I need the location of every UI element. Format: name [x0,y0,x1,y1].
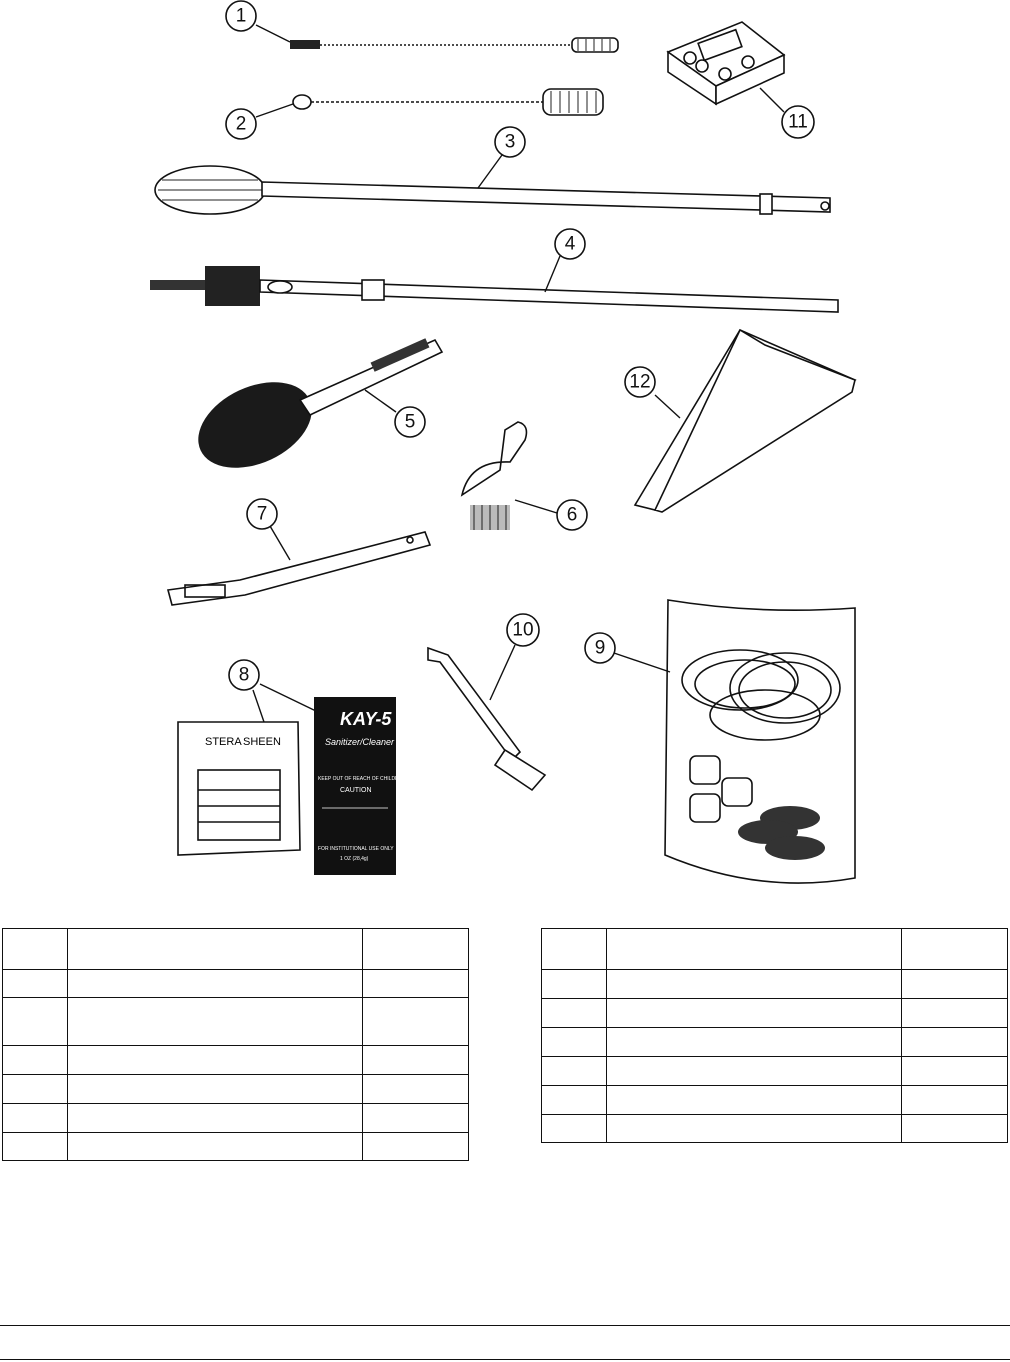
table-cell [68,1075,363,1104]
table-cell [68,1104,363,1133]
table-row [542,1115,1008,1143]
table-row [3,1046,469,1075]
table-row [542,1028,1008,1057]
table-cell [542,999,607,1028]
footer-rule-bottom [0,1359,1010,1360]
callout-8 [229,660,318,722]
table-cell [542,1057,607,1086]
part-9-seal-kit [665,600,855,883]
table-cell [68,1133,363,1161]
svg-text:1 OZ (28,4g): 1 OZ (28,4g) [340,856,369,862]
svg-text:STERA: STERA [205,736,242,748]
svg-text:4: 4 [564,233,576,255]
table-cell [3,1075,68,1104]
part-3-long-brush [155,166,830,214]
part-7-spatula-tool [168,532,430,605]
table-cell [3,1133,68,1161]
callout-10 [490,614,539,700]
table-cell [3,1046,68,1075]
table-cell [607,999,902,1028]
table-cell [3,929,68,970]
svg-text:11: 11 [788,111,808,133]
callout-11 [760,88,814,138]
svg-text:6: 6 [566,504,578,526]
table-cell [3,1104,68,1133]
table-cell [902,1057,1008,1086]
svg-text:KEEP OUT OF REACH OF CHILDREN: KEEP OUT OF REACH OF CHILDREN [318,776,406,782]
svg-text:KAY-5: KAY-5 [340,709,392,729]
callout-2 [226,104,293,139]
table-cell [607,929,902,970]
part-2-loop-brush [293,89,603,115]
svg-text:2: 2 [235,113,247,135]
callout-6 [515,500,587,530]
table-cell [607,1086,902,1115]
table-cell [68,998,363,1046]
table-cell [607,970,902,999]
table-header-row [542,929,1008,970]
table-cell [363,998,469,1046]
svg-text:SHEEN: SHEEN [243,736,281,748]
table-cell [363,929,469,970]
table-cell [542,929,607,970]
table-row [542,999,1008,1028]
table-cell [3,970,68,998]
svg-text:7: 7 [256,503,268,525]
table-cell [902,1086,1008,1115]
table-cell [607,1057,902,1086]
table-cell [902,970,1008,999]
table-cell [902,999,1008,1028]
callout-1 [226,1,290,42]
footer-rule-top [0,1325,1010,1326]
table-cell [542,1086,607,1115]
part-12-scoop [635,330,855,512]
parts-table-left [2,928,469,1161]
callout-7 [247,499,290,560]
svg-text:9: 9 [594,637,606,659]
svg-text:8: 8 [238,664,250,686]
callout-5 [365,390,425,437]
table-cell [68,929,363,970]
table-row [3,970,469,998]
table-cell [363,1046,469,1075]
table-cell [902,1115,1008,1143]
table-row [3,1075,469,1104]
table-row [3,1133,469,1161]
table-cell [902,929,1008,970]
table-cell [542,970,607,999]
table-row [3,998,469,1046]
table-cell [607,1028,902,1057]
svg-text:1: 1 [235,5,247,27]
table-cell [607,1115,902,1143]
part-11-timer [668,22,784,104]
callout-9 [585,633,670,672]
svg-text:CAUTION: CAUTION [340,787,372,794]
svg-text:FOR INSTITUTIONAL USE ONLY: FOR INSTITUTIONAL USE ONLY [318,846,394,852]
table-row [542,970,1008,999]
callout-4 [545,229,585,292]
table-header-row [3,929,469,970]
part-4-double-brush [150,266,838,312]
table-row [542,1057,1008,1086]
svg-text:10: 10 [512,619,534,641]
table-row [3,1104,469,1133]
table-cell [363,1075,469,1104]
table-cell [363,1104,469,1133]
svg-text:Sanitizer/Cleaner: Sanitizer/Cleaner [325,737,395,747]
svg-text:5: 5 [404,411,416,433]
part-8-cleaner-packets [178,697,406,875]
callout-3 [478,127,525,188]
table-cell [363,970,469,998]
table-cell [68,1046,363,1075]
table-cell [3,998,68,1046]
table-row [542,1086,1008,1115]
part-1-small-brush [290,38,618,52]
callout-12 [625,367,680,418]
table-cell [542,1028,607,1057]
table-cell [68,970,363,998]
table-cell [902,1028,1008,1057]
table-cell [542,1115,607,1143]
part-10-hook-brush [428,648,545,790]
svg-text:3: 3 [504,131,516,153]
table-cell [363,1133,469,1161]
svg-text:12: 12 [629,371,651,393]
parts-table-right [541,928,1008,1143]
part-6-detail-brush [462,422,526,530]
